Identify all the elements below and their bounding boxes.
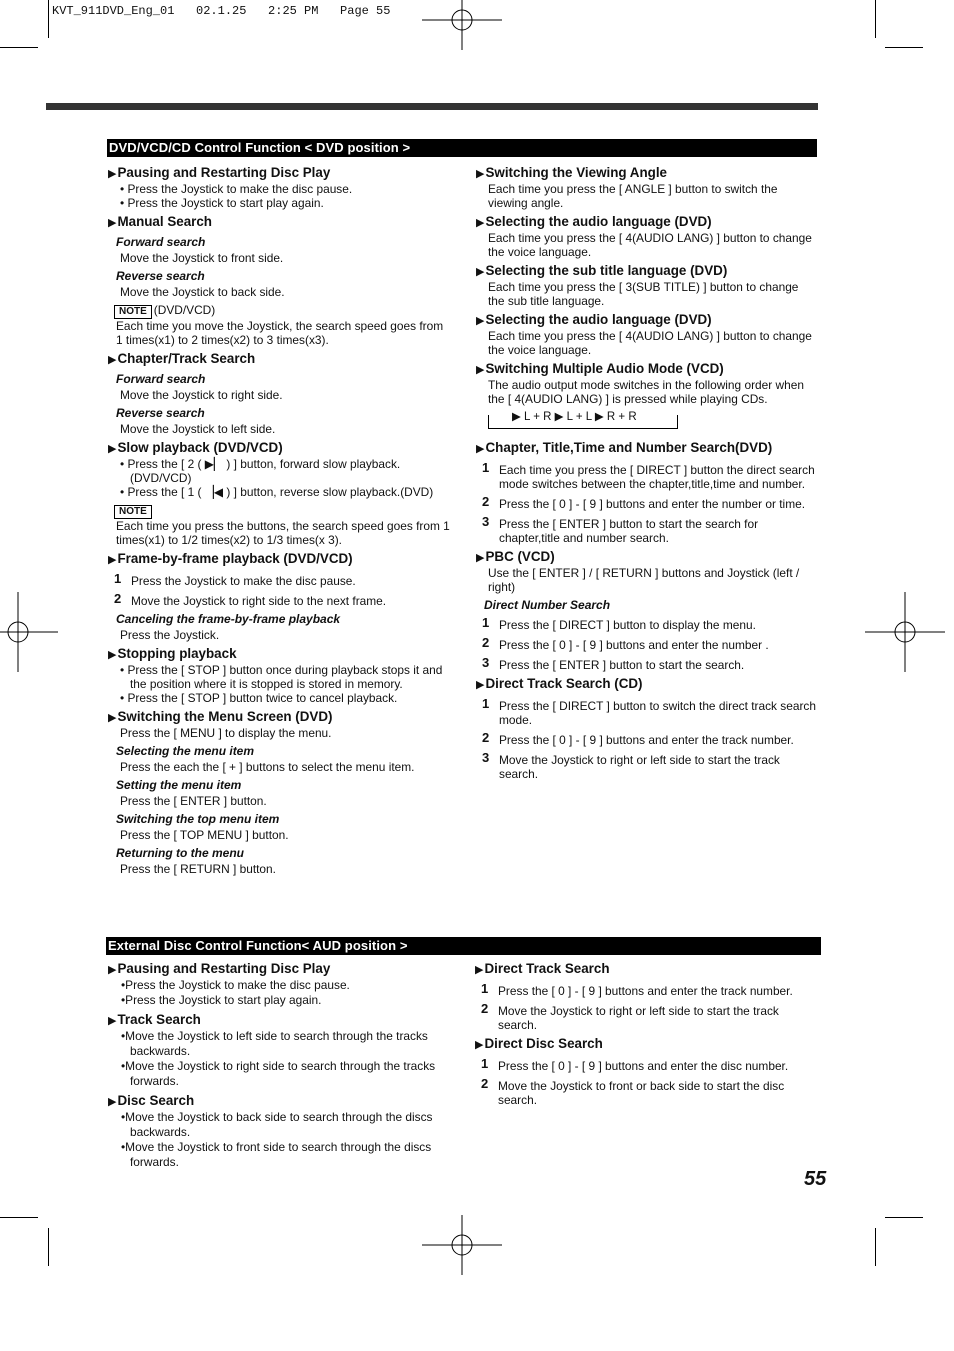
dvd-left-column	[108, 165, 452, 876]
section-heading: ▶Pausing and Restarting Disc Play	[108, 165, 331, 180]
body-text: Press the Joystick.	[120, 628, 220, 642]
bullet-text: • Press the Joystick to make the disc pause.	[120, 182, 353, 196]
crop-mark	[875, 0, 876, 38]
step	[482, 514, 816, 545]
body-text: Move the Joystick to left side.	[120, 422, 276, 436]
bullet-text: • Press the Joystick to start play again.	[120, 196, 324, 210]
triangle-icon: ▶	[108, 354, 117, 366]
note	[114, 503, 452, 519]
body-text: Each time you press the [ 4(AUDIO LANG) ] button to change the voice language.	[488, 231, 812, 259]
step	[114, 571, 452, 588]
section-heading: ▶Selecting the sub title language (DVD)	[476, 263, 728, 278]
triangle-icon: ▶	[108, 1015, 117, 1027]
step-number: 3	[482, 750, 490, 765]
section-heading: ▶Switching the Viewing Angle	[476, 165, 668, 180]
step	[482, 696, 816, 727]
step	[481, 1001, 815, 1032]
section-heading: ▶Track Search	[108, 1012, 201, 1027]
subheading: Canceling the frame-by-frame playback	[116, 612, 341, 626]
step	[482, 635, 816, 652]
triangle-icon: ▶	[108, 217, 117, 229]
step-number: 1	[481, 981, 489, 996]
step-number: 1	[114, 571, 122, 586]
page-number: 55	[804, 1168, 827, 1190]
body-text: Press the [ TOP MENU ] button.	[120, 828, 289, 842]
triangle-icon: ▶	[476, 168, 485, 180]
step-text: Move the Joystick to right side to the next frame.	[131, 594, 387, 608]
section-heading: ▶Switching the Menu Screen (DVD)	[108, 709, 333, 724]
body-text: Press the [ ENTER ] button.	[120, 794, 267, 808]
triangle-icon: ▶	[476, 266, 485, 278]
print-slug: KVT_911DVD_Eng_01 02.1.25 2:25 PM Page 55	[52, 4, 391, 18]
crop-mark	[885, 1217, 923, 1218]
bullet-text: •Move the Joystick to back side to search through the discs backwards.	[121, 1110, 433, 1139]
step-text: Press the [ 0 ] - [ 9 ] buttons and enter the track number.	[498, 984, 793, 998]
step-number: 1	[482, 460, 490, 475]
registration-mark-icon	[865, 592, 945, 672]
triangle-icon: ▶	[108, 649, 117, 661]
bullet-text: •Move the Joystick to front side to search through the discs forwards.	[121, 1140, 432, 1169]
section-heading: ▶Frame-by-frame playback (DVD/VCD)	[108, 551, 353, 566]
body-text: Press the [ MENU ] to display the menu.	[120, 726, 332, 740]
subheading: Reverse search	[116, 269, 205, 283]
step-text: Press the [ ENTER ] button to start the search.	[499, 658, 745, 672]
step-text: Press the [ DIRECT ] button to switch the direct track search mode.	[499, 699, 816, 727]
crop-mark	[48, 0, 49, 38]
subheading: Forward search	[116, 235, 206, 249]
section-heading: ▶Stopping playback	[108, 646, 237, 661]
crop-mark	[885, 47, 923, 48]
bullet-text: •Move the Joystick to right side to search through the tracks forwards.	[121, 1059, 436, 1088]
step-text: Press the [ ENTER ] button to start the search for chapter,title and number search.	[499, 517, 759, 545]
triangle-icon: ▶	[108, 443, 117, 455]
registration-mark-icon	[422, 1205, 502, 1285]
step-number: 1	[482, 615, 490, 630]
step-text: Move the Joystick to right or left side to start the track search.	[499, 753, 780, 781]
registration-mark-icon	[0, 592, 58, 672]
step-text: Press the [ 0 ] - [ 9 ] buttons and enter the number or time.	[499, 497, 806, 511]
section-heading: ▶Pausing and Restarting Disc Play	[108, 961, 331, 976]
triangle-icon: ▶	[476, 679, 485, 691]
step-number: 3	[482, 655, 490, 670]
step	[481, 981, 815, 998]
step-text: Move the Joystick to right or left side to start the track search.	[498, 1004, 779, 1032]
bullet-text: •Press the Joystick to start play again.	[121, 993, 322, 1007]
body-text: Each time you press the [ 4(AUDIO LANG) ] button to change the voice language.	[488, 329, 812, 357]
body-text: Press the [ RETURN ] button.	[120, 862, 276, 876]
section-heading: ▶Chapter, Title,Time and Number Search(DVD)	[476, 440, 773, 455]
section-heading: ▶Selecting the audio language (DVD)	[476, 214, 712, 229]
note-suffix: (DVD/VCD)	[153, 303, 216, 317]
section-heading: ▶Direct Track Search	[475, 961, 610, 976]
body-text: Use the [ ENTER ] / [ RETURN ] buttons and Joystick (left / right)	[488, 566, 800, 594]
bullet-text: • Press the [ 1 ( ▕◀ ) ] button, reverse slow playback.(DVD)	[120, 485, 434, 499]
step-number: 2	[482, 494, 490, 509]
step-number: 2	[481, 1001, 489, 1016]
note-badge: NOTE	[114, 505, 152, 519]
note-badge: NOTE	[114, 305, 152, 319]
step	[482, 655, 816, 672]
note	[114, 303, 452, 319]
triangle-icon: ▶	[476, 443, 485, 455]
triangle-icon: ▶	[475, 1039, 484, 1051]
step-text: Press the Joystick to make the disc pause.	[131, 574, 356, 588]
step-number: 1	[481, 1056, 489, 1071]
audio-mode-cycle-diagram	[488, 412, 680, 430]
section-heading: ▶Manual Search	[108, 214, 212, 229]
step	[482, 460, 816, 491]
triangle-icon: ▶	[476, 552, 485, 564]
bullet-text: • Press the [ STOP ] button twice to cancel playback.	[120, 691, 398, 705]
section-heading: ▶Direct Track Search (CD)	[476, 676, 643, 691]
note-body: Each time you move the Joystick, the search speed goes from 1 times(x1) to 2 times(x2) to 3 times(x3).	[116, 319, 444, 347]
body-text: Press the each the [ + ] buttons to select the menu item.	[120, 760, 415, 774]
triangle-icon: ▶	[476, 315, 485, 327]
step-number: 2	[482, 730, 490, 745]
step-text: Press the [ DIRECT ] button to display the menu.	[499, 618, 756, 632]
step	[482, 615, 816, 632]
aud-section-title: External Disc Control Function< AUD position >	[106, 937, 821, 955]
dvd-section-title: DVD/VCD/CD Control Function < DVD position >	[107, 139, 817, 157]
section-heading: ▶PBC (VCD)	[476, 549, 555, 564]
step-text: Press the [ 0 ] - [ 9 ] buttons and enter the number .	[499, 638, 769, 652]
registration-mark-icon	[422, 0, 502, 60]
section-heading: ▶Slow playback (DVD/VCD)	[108, 440, 283, 455]
body-text: Each time you press the [ 3(SUB TITLE) ] button to change the sub title language.	[488, 280, 799, 308]
step-number: 1	[482, 696, 490, 711]
triangle-icon: ▶	[108, 964, 117, 976]
step-number: 3	[482, 514, 490, 529]
step-number: 2	[114, 591, 122, 606]
step	[482, 730, 816, 747]
triangle-icon: ▶	[108, 712, 117, 724]
crop-mark	[875, 1228, 876, 1266]
step	[482, 494, 816, 511]
subheading: Switching the top menu item	[116, 812, 280, 826]
section-heading: ▶Switching Multiple Audio Mode (VCD)	[476, 361, 724, 376]
note-body: Each time you press the buttons, the search speed goes from 1 times(x1) to 1/2 times(x2) to 1/3 times(x 3).	[116, 519, 450, 547]
bullet-text: • Press the [ 2 ( ▶▏ ) ] button, forward slow playback. (DVD/VCD)	[120, 457, 401, 485]
crop-mark	[0, 1217, 38, 1218]
triangle-icon: ▶	[475, 964, 484, 976]
step	[481, 1076, 815, 1107]
step-number: 2	[482, 635, 490, 650]
subheading: Returning to the menu	[116, 846, 244, 860]
step	[482, 750, 816, 781]
section-heading: ▶Selecting the audio language (DVD)	[476, 312, 712, 327]
crop-mark	[0, 47, 38, 48]
bullet-text: •Press the Joystick to make the disc pause.	[121, 978, 350, 992]
body-text: Move the Joystick to back side.	[120, 285, 285, 299]
step-text: Press the [ 0 ] - [ 9 ] buttons and enter the disc number.	[498, 1059, 789, 1073]
section-heading: ▶Disc Search	[108, 1093, 195, 1108]
subheading: Reverse search	[116, 406, 205, 420]
subheading: Forward search	[116, 372, 206, 386]
triangle-icon: ▶	[476, 364, 485, 376]
aud-left-column	[108, 961, 452, 1170]
subheading: Selecting the menu item	[116, 744, 255, 758]
triangle-icon: ▶	[476, 217, 485, 229]
step-text: Move the Joystick to front or back side to start the disc search.	[498, 1079, 785, 1107]
subheading: Direct Number Search	[484, 598, 611, 612]
bullet-text: • Press the [ STOP ] button once during playback stops it and the position where it is stopped is stored in memory.	[120, 663, 443, 691]
triangle-icon: ▶	[108, 554, 117, 566]
step	[114, 591, 452, 608]
bullet-text: •Move the Joystick to left side to search through the tracks backwards.	[121, 1029, 428, 1058]
body-text: The audio output mode switches in the following order when the [ 4(AUDIO LANG) ] is pressed while playing CDs.	[488, 378, 804, 406]
triangle-icon: ▶	[108, 1096, 117, 1108]
triangle-icon: ▶	[108, 168, 117, 180]
aud-right-column	[475, 961, 815, 1107]
section-heading: ▶Direct Disc Search	[475, 1036, 603, 1051]
header-rule	[46, 103, 818, 110]
diagram-label: ▶ L + R ▶ L + L ▶ R + R	[512, 411, 637, 423]
dvd-right-column	[476, 165, 816, 781]
step	[481, 1056, 815, 1073]
body-text: Each time you press the [ ANGLE ] button to switch the viewing angle.	[488, 182, 778, 210]
step-text: Press the [ 0 ] - [ 9 ] buttons and enter the track number.	[499, 733, 794, 747]
body-text: Move the Joystick to right side.	[120, 388, 283, 402]
subheading: Setting the menu item	[116, 778, 242, 792]
crop-mark	[48, 1228, 49, 1266]
section-heading: ▶Chapter/Track Search	[108, 351, 256, 366]
step-text: Each time you press the [ DIRECT ] button the direct search mode switches between the chapter,title,time and number.	[499, 463, 815, 491]
step-number: 2	[481, 1076, 489, 1091]
body-text: Move the Joystick to front side.	[120, 251, 284, 265]
